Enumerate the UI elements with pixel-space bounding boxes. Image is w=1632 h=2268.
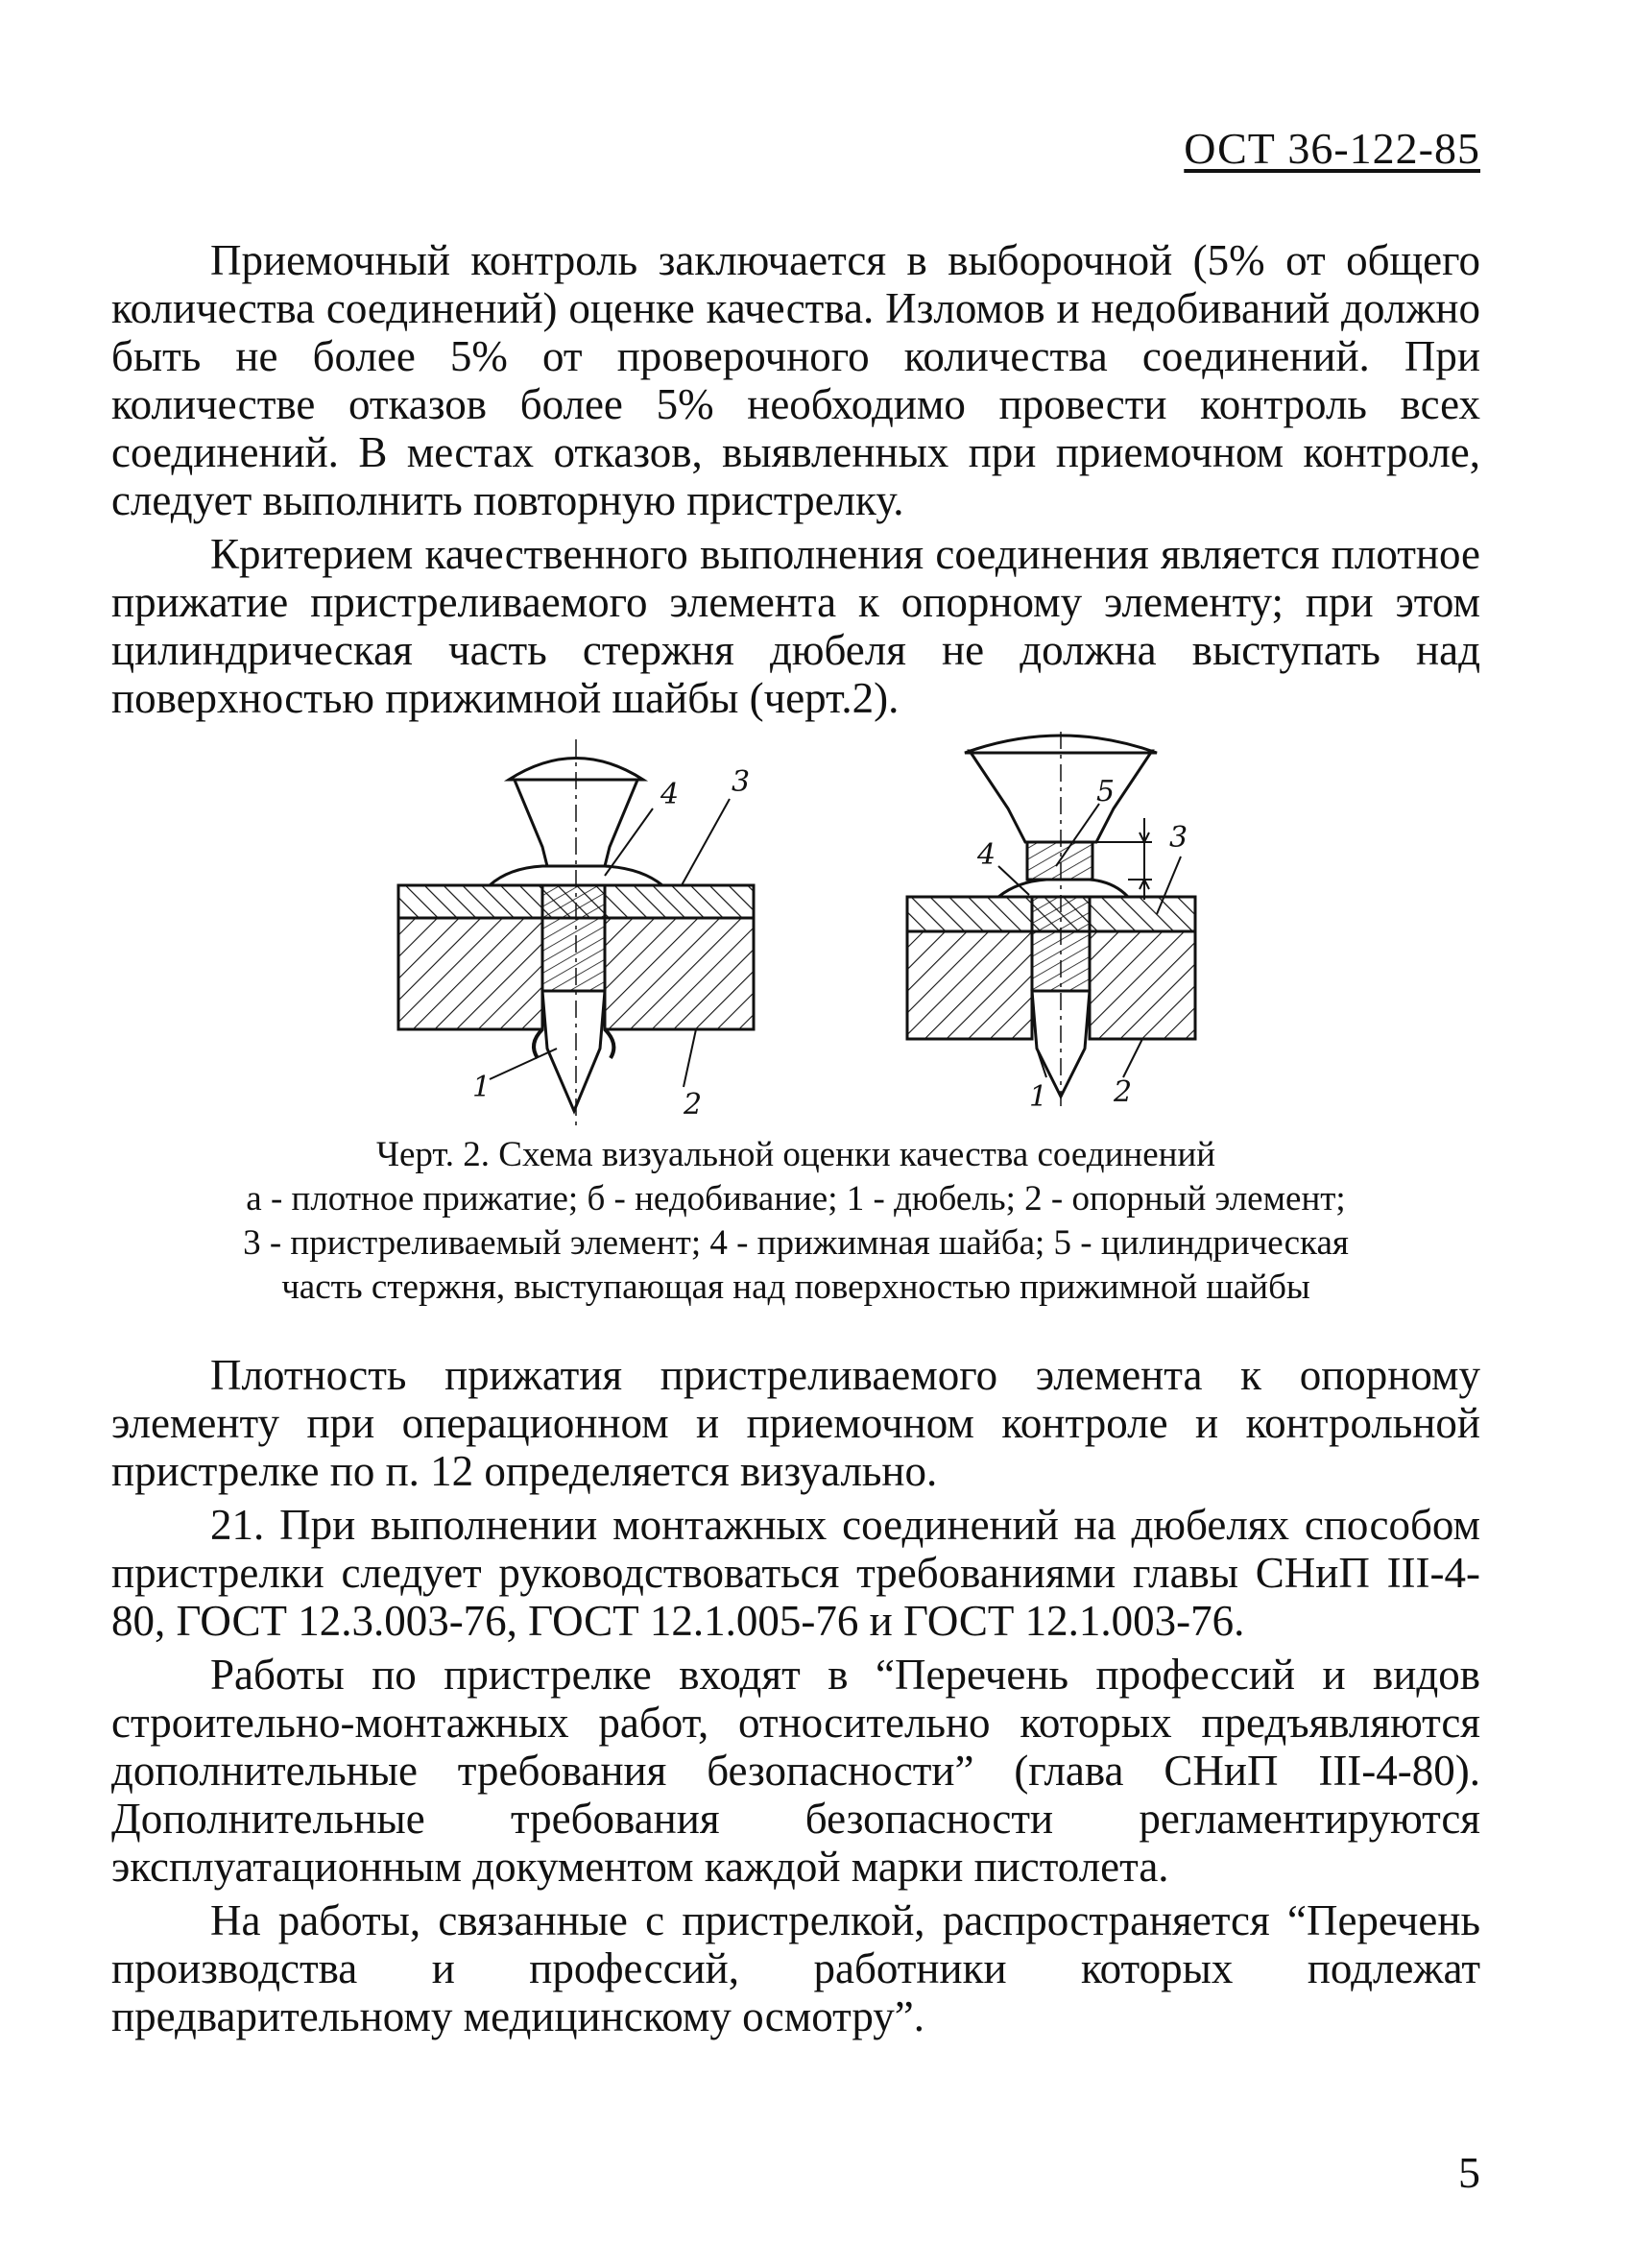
paragraph-visual-check: Плотность прижатия пристреливаемого элемента к опорному элементу при операционном и приемочном контроле и контрольной пристрелке по п. 12 определяется визуально. xyxy=(111,1351,1480,1495)
document-code: ОСТ 36-122-85 xyxy=(1184,124,1480,173)
paragraph-clause-21: 21. При выполнении монтажных соединений на дюбелях способом пристрелки следует руководствоваться требованиями главы СНиП III-4-80, ГОСТ 12.3.003-76, ГОСТ 12.1.005-76 и ГОСТ 12.1.003-76. xyxy=(111,1501,1480,1645)
label-a-4: 4 xyxy=(660,778,680,811)
base-element-a-right xyxy=(605,918,754,1029)
caption-title: Черт. 2. Схема визуальной оценки качества соединений xyxy=(375,1135,1216,1174)
base-element-a-left xyxy=(398,918,542,1029)
body-text-bottom xyxy=(111,1351,1480,2046)
scheme-a xyxy=(398,739,754,1125)
label-b-5: 5 xyxy=(1096,775,1116,808)
paragraph-acceptance-control: Приемочный контроль заключается в выборочной (5% от общего количества соединений) оценке качества. Изломов и недобиваний должно быть не более 5% от проверочного количества соединений. При количестве отказов более 5% необходимо провести контроль всех соединений. В местах отказов, выявленных при приемочном контроле, следует выполнить повторную пристрелку. xyxy=(111,236,1480,524)
caption-legend-line-3: часть стержня, выступающая над поверхностью прижимной шайбы xyxy=(281,1267,1310,1307)
label-a-1: 1 xyxy=(472,1071,492,1104)
label-a-3: 3 xyxy=(732,765,751,799)
paragraph-safety-requirements: Работы по пристрелке входят в “Перечень профессий и видов строительно-монтажных работ, относительно которых предъявляются дополнительные требования безопасности” (глава СНиП III-4-80). Дополнительные требования безопасности регламентируются эксплуатационным документом каждой марки пистолета. xyxy=(111,1651,1480,1891)
paragraph-quality-criterion: Критерием качественного выполнения соединения является плотное прижатие пристреливаемого элемента к опорному элементу; при этом цилиндрическая часть стержня дюбеля не должна выступать над поверхностью прижимной шайбы (черт.2). xyxy=(111,530,1480,722)
caption-legend-line-2: 3 - пристреливаемый элемент; 4 - прижимная шайба; 5 - цилиндрическая xyxy=(243,1223,1349,1263)
figure-caption xyxy=(111,1133,1480,1310)
label-b-1: 1 xyxy=(1029,1080,1048,1114)
page-number: 5 xyxy=(1458,2148,1480,2197)
caption-legend-line-1: а - плотное прижатие; б - недобивание; 1 - дюбель; 2 - опорный элемент; xyxy=(246,1179,1346,1218)
figure-dowel-schemes xyxy=(384,732,1210,1135)
scheme-b xyxy=(907,732,1195,1114)
base-element-b-right xyxy=(1090,931,1195,1039)
base-element-b-left xyxy=(907,931,1032,1039)
washer-b xyxy=(998,880,1128,897)
body-text-top xyxy=(111,236,1480,728)
label-a-2: 2 xyxy=(684,1088,703,1122)
label-b-2: 2 xyxy=(1114,1075,1133,1109)
label-b-3: 3 xyxy=(1169,821,1188,855)
label-b-4: 4 xyxy=(977,838,996,872)
dowel-shank-a xyxy=(542,885,605,991)
paragraph-medical-exam: На работы, связанные с пристрелкой, распространяется “Перечень производства и профессий, работники которых подлежат предварительному медицинскому осмотру”. xyxy=(111,1896,1480,2040)
